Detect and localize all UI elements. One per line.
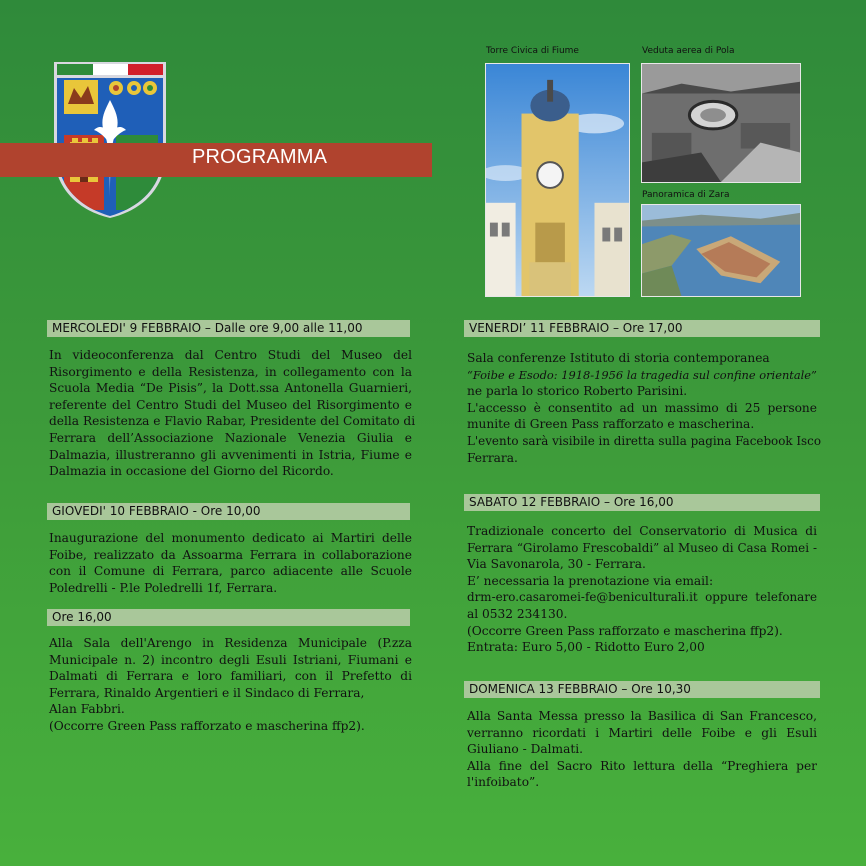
event-header-domenica: DOMENICA 13 FEBBRAIO – Ore 10,30 <box>464 681 820 698</box>
text-line: Alla Sala dell'Arengo in Residenza Municipale (P.zza <box>49 636 412 650</box>
text-line: L'evento sarà visibile in diretta sulla pagina Facebook Isco <box>467 433 821 448</box>
text-line: L'accesso è consentito ad un massimo di 25 persone <box>467 400 817 415</box>
event-text-domenica <box>467 708 817 791</box>
text-line: E’ necessaria la prenotazione via email: <box>467 573 714 588</box>
text-line: Ferrara, Rinaldo Argentieri e il Sindaco di Ferrara, <box>49 685 365 700</box>
text-line: Tradizionale concerto del Conservatorio di Musica di <box>467 524 817 538</box>
text-line: verranno ricordati i Martiri delle Foibe e gli Esuli <box>467 725 817 740</box>
event-header-venerdi: VENERDI’ 11 FEBBRAIO – Ore 17,00 <box>464 320 820 337</box>
event-text-sabato <box>467 523 817 656</box>
event-header-giovedi: GIOVEDI' 10 FEBBRAIO - Ore 10,00 <box>47 503 410 520</box>
text-line: Scuola Media “De Pisis”, la Dott.ssa Antonella Guarnieri, <box>49 381 412 396</box>
text-line: (Occorre Green Pass rafforzato e mascherina ffp2). <box>467 623 783 638</box>
text-line: Entrata: Euro 5,00 - Ridotto Euro 2,00 <box>467 640 705 655</box>
text-line: Ferrara “Girolamo Frescobaldi” al Museo di Casa Romei - <box>467 540 817 555</box>
text-line: Dalmazia, illustreranno gli avvenimenti in Istria, Fiume e <box>49 447 412 462</box>
text-line: Via Savonarola, 30 - Ferrara. <box>467 557 646 572</box>
text-line: Dalmati di Ferrara e loro familiari, con il Prefetto di <box>49 669 412 684</box>
text-line: In videoconferenza dal Centro Studi del Museo del <box>49 348 412 362</box>
photo-panoramica-zara <box>641 204 801 297</box>
text-line: Alla Santa Messa presso la Basilica di San Francesco, <box>467 709 817 723</box>
text-line: Ferrara. <box>467 450 518 465</box>
event-text-giovedi <box>49 530 412 596</box>
text-line: Inaugurazione del monumento dedicato ai Martiri delle <box>49 531 412 545</box>
photo-torre-civica-fiume <box>485 63 630 297</box>
event-text-venerdi <box>467 350 821 466</box>
page-title: PROGRAMMA <box>192 146 328 168</box>
event-header-sabato: SABATO 12 FEBBRAIO – Ore 16,00 <box>464 494 820 511</box>
text-line: Foibe, realizzato da Assoarma Ferrara in collaborazione <box>49 547 412 562</box>
coat-of-arms-emblem <box>54 60 166 218</box>
event-header-mercoledi: MERCOLEDI' 9 FEBBRAIO – Dalle ore 9,00 alle 11,00 <box>47 320 410 337</box>
text-line: Risorgimento e della Resistenza, in collegamento con la <box>49 364 412 379</box>
photo-caption-fiume: Torre Civica di Fiume <box>486 46 579 56</box>
event-text-mercoledi <box>49 347 416 480</box>
text-line: Ferrara dell’Associazione Nazionale Venezia Giulia e <box>49 430 412 445</box>
text-line: Giuliano - Dalmati. <box>467 742 584 757</box>
text-line: Sala conferenze Istituto di storia contemporanea <box>467 351 770 365</box>
event-text-ore-16 <box>49 635 412 735</box>
email-text: drm-ero.casaromei-fe@beniculturali.it oppure telefonare <box>467 590 817 605</box>
text-line: referente del Centro Studi del Museo del Risorgimento e <box>49 397 412 412</box>
photo-veduta-aerea-pola <box>641 63 801 183</box>
event-header-ore-16: Ore 16,00 <box>47 609 410 626</box>
photo-caption-zara: Panoramica di Zara <box>642 190 730 200</box>
text-line: l'infoibato”. <box>467 775 540 790</box>
text-line: Dalmazia in occasione del Giorno del Ricordo. <box>49 464 334 479</box>
text-line: Municipale n. 2) incontro degli Esuli Istriani, Fiumani e <box>49 652 412 667</box>
text-line: della Resistenza e Flavio Rabar, Presidente del Comitato di <box>49 414 416 429</box>
text-line: con il Comune di Ferrara, parco adiacente alle Scuole <box>49 564 412 579</box>
text-line: Alan Fabbri. <box>49 702 125 717</box>
photo-caption-pola: Veduta aerea di Pola <box>642 46 735 56</box>
phone-text: al 0532 234130. <box>467 606 568 621</box>
text-line: Alla fine del Sacro Rito lettura della “Preghiera per <box>467 758 817 773</box>
text-line: ne parla lo storico Roberto Parisini. <box>467 384 688 399</box>
text-line: Poledrelli - P.le Poledrelli 1f, Ferrara. <box>49 580 278 595</box>
text-line: munite di Green Pass rafforzato e mascherina. <box>467 417 755 432</box>
text-line: (Occorre Green Pass rafforzato e mascherina ffp2). <box>49 718 365 733</box>
text-line-italic-title: “Foibe e Esodo: 1918-1956 la tragedia sul confine orientale” <box>467 367 817 382</box>
